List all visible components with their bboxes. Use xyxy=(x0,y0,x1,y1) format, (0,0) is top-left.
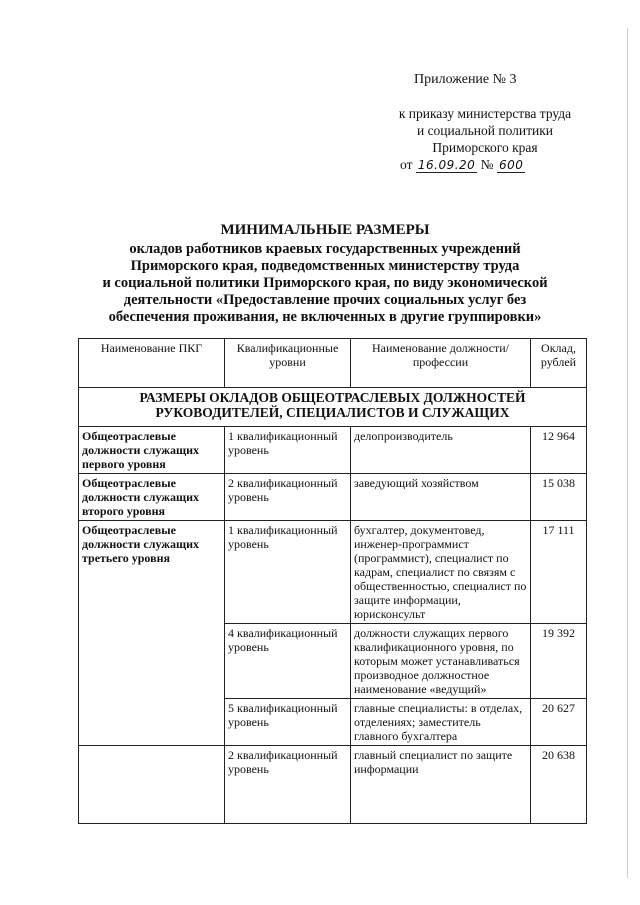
handwritten-date: 16.09.20 xyxy=(417,158,476,172)
position-cell: заведующий хозяйством xyxy=(351,474,531,521)
handwritten-number: 600 xyxy=(498,158,524,172)
order-line: Приморского края xyxy=(432,140,538,155)
level-cell: 2 квалификационный уровень xyxy=(225,746,351,824)
column-header-pkg: Наименование ПКГ xyxy=(79,339,225,388)
table-row xyxy=(79,427,587,474)
scan-edge-line xyxy=(627,28,628,878)
position-cell: делопроизводитель xyxy=(351,427,531,474)
number-prefix: № xyxy=(480,157,494,172)
title-line: и социальной политики Приморского края, по виду экономической xyxy=(102,275,548,291)
salary-cell: 17 111 xyxy=(531,521,587,624)
salary-cell: 19 392 xyxy=(531,624,587,699)
position-cell: должности служащих первого квалификационного уровня, по которым может устанавливаться производное должностное наименование «ведущий» xyxy=(351,624,531,699)
section-row xyxy=(79,388,587,427)
order-line: к приказу министерства труда xyxy=(398,106,572,121)
title-heading: МИНИМАЛЬНЫЕ РАЗМЕРЫ xyxy=(220,222,430,238)
table-row xyxy=(79,746,587,824)
title-line: обеспечения проживания, не включенных в другие группировки» xyxy=(108,309,542,325)
column-header-position: Наименование должности/профессии xyxy=(351,339,531,388)
level-cell: 2 квалификационный уровень xyxy=(225,474,351,521)
table-row xyxy=(79,521,587,624)
title-line: окладов работников краевых государственных учреждений xyxy=(129,241,521,257)
column-header-level: Квалификационные уровни xyxy=(225,339,351,388)
level-cell: 5 квалификационный уровень xyxy=(225,699,351,746)
pkg-cell: Общеотраслевые должности служащих третьего уровня xyxy=(79,521,225,746)
table-header-row xyxy=(79,339,587,388)
position-cell: главные специалисты: в отделах, отделениях; заместитель главного бухгалтера xyxy=(351,699,531,746)
order-date-row xyxy=(340,156,630,174)
level-cell: 1 квалификационный уровень xyxy=(225,427,351,474)
appendix-title: Приложение № 3 xyxy=(414,72,517,87)
table-row xyxy=(79,474,587,521)
salary-table xyxy=(78,338,587,824)
document-title xyxy=(60,222,590,326)
order-line: и социальной политики xyxy=(416,123,554,138)
salary-cell: 15 038 xyxy=(531,474,587,521)
title-line: деятельности «Предоставление прочих социальных услуг без xyxy=(123,292,527,308)
pkg-cell: Общеотраслевые должности служащих второго уровня xyxy=(79,474,225,521)
position-cell: бухгалтер, документовед, инженер-программист (программист), специалист по кадрам, специалист по связям с общественностью, специалист по защите информации, юрисконсульт xyxy=(351,521,531,624)
salary-cell: 20 627 xyxy=(531,699,587,746)
pkg-cell: Общеотраслевые должности служащих первого уровня xyxy=(79,427,225,474)
title-line: Приморского края, подведомственных министерству труда xyxy=(130,258,520,274)
salary-cell: 20 638 xyxy=(531,746,587,824)
section-title: РАЗМЕРЫ ОКЛАДОВ ОБЩЕОТРАСЛЕВЫХ ДОЛЖНОСТЕЙ РУКОВОДИТЕЛЕЙ, СПЕЦИАЛИСТОВ И СЛУЖАЩИХ xyxy=(79,388,587,427)
position-cell: главный специалист по защите информации xyxy=(351,746,531,824)
date-prefix: от xyxy=(400,157,413,172)
order-reference xyxy=(340,105,630,174)
pkg-cell xyxy=(79,746,225,824)
level-cell: 1 квалификационный уровень xyxy=(225,521,351,624)
column-header-salary: Оклад, рублей xyxy=(531,339,587,388)
level-cell: 4 квалификационный уровень xyxy=(225,624,351,699)
salary-cell: 12 964 xyxy=(531,427,587,474)
